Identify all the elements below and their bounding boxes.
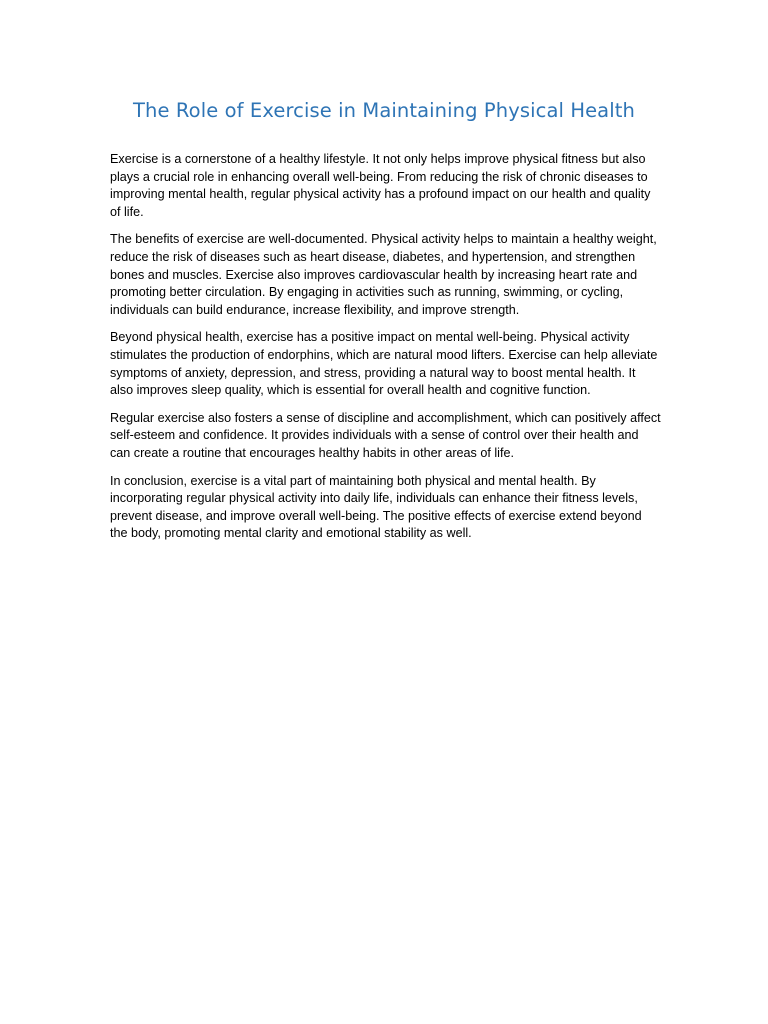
paragraph-mental-benefits: Beyond physical health, exercise has a positive impact on mental well-being. Physical activity stimulates the production of endorphins, which are natural mood lifters. Exercise can help alleviate symptoms of anxiety, depression, and stress, providing a natural way to boost mental health. It also improves sleep quality, which is essential for overall health and cognitive function. — [110, 330, 658, 398]
paragraph-conclusion: In conclusion, exercise is a vital part of maintaining both physical and mental health. By incorporating regular physical activity into daily life, individuals can enhance their fitness levels, prevent disease, and improve overall well-being. The positive effects of exercise extend beyond the body, promoting mental clarity and emotional stability as well. — [110, 473, 642, 541]
document-body — [110, 151, 662, 553]
paragraph-introduction: Exercise is a cornerstone of a healthy lifestyle. It not only helps improve physical fitness but also plays a crucial role in enhancing overall well-being. From reducing the risk of chronic diseases to improving mental health, regular physical activity has a profound impact on our health and quality of life. — [110, 152, 651, 219]
paragraph-physical-benefits: The benefits of exercise are well-documented. Physical activity helps to maintain a healthy weight, reduce the risk of diseases such as heart disease, diabetes, and hypertension, and strengthen bones and muscles. Exercise also improves cardiovascular health by increasing heart rate and promoting better circulation. By engaging in activities such as running, swimming, or cycling, individuals can build endurance, increase flexibility, and improve strength. — [110, 232, 657, 317]
document-title: The Role of Exercise in Maintaining Physical Health — [133, 99, 635, 122]
paragraph-discipline: Regular exercise also fosters a sense of discipline and accomplishment, which can positively affect self-esteem and confidence. It provides individuals with a sense of control over their health and can create a routine that encourages healthy habits in other areas of life. — [110, 410, 661, 460]
